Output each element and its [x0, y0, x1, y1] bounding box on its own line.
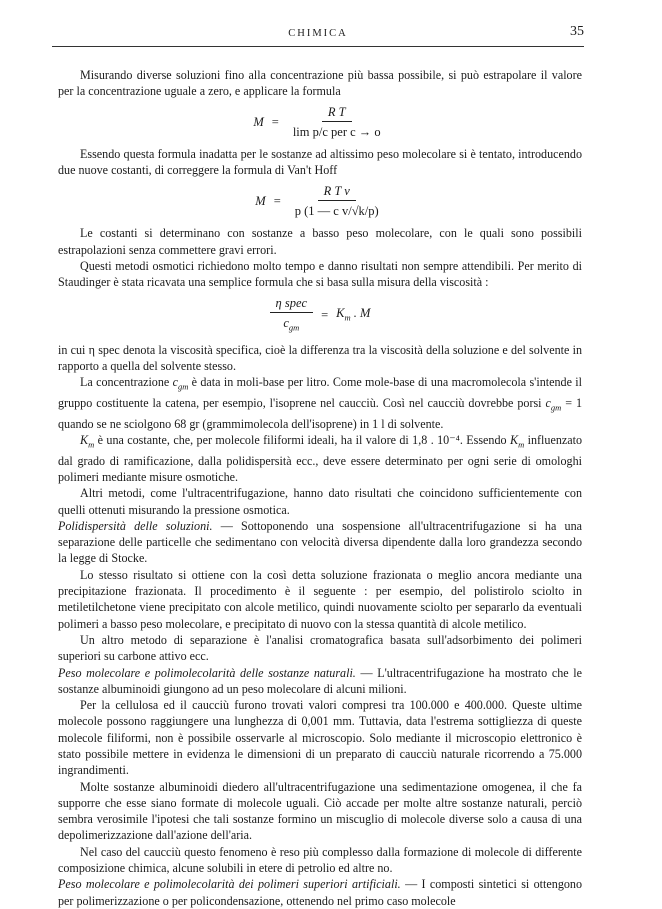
- symbol-km-subscript: m: [518, 439, 525, 450]
- formula-fraction: [287, 104, 387, 141]
- formula-denominator: [277, 313, 305, 336]
- section-heading: Peso molecolare e polimolecolarità delle sostanze naturali.: [58, 665, 356, 680]
- formula-numerator: R T v: [318, 183, 356, 201]
- paragraph: [58, 876, 582, 909]
- paragraph: Molte sostanze albuminoidi diedero all'ultracentrifugazione una sedimentazione omogenea, il che fa supporre che esse siano formate di molecole uguali. Ciò accade per molte altre sostanze naturali, perciò sembra verosimile l'ipotesi che tali sostanze formino un miscuglio di molecole diverse solo a causa di una depolimerizzazione dall'azione dell'aria.: [58, 779, 582, 843]
- formula-equals: =: [271, 114, 279, 129]
- formula-lhs: M: [255, 193, 266, 208]
- formula-limit: [58, 104, 582, 141]
- formula-lhs: M: [253, 114, 264, 129]
- symbol-cgm: c: [172, 375, 178, 390]
- paragraph: Essendo questa formula inadatta per le sostanze ad altissimo peso molecolare si è tentato, introducendo due nuove costanti, di correggere la formula di Van't Hoff: [58, 147, 582, 178]
- formula-rhs: [336, 305, 370, 326]
- formula-den-symbol: c: [283, 315, 289, 330]
- paragraph: Misurando diverse soluzioni fino alla concentrazione più bassa possibile, si può estrapolare il valore per la concentrazione uguale a zero, e applicare la formula: [58, 68, 582, 99]
- paragraph: in cui η spec denota la viscosità specifica, cioè la differenza tra la viscosità della soluzione e del solvente in rapporto a quella del solvente stesso.: [58, 342, 582, 373]
- formula-equals: =: [321, 307, 329, 322]
- text-run: influenzato dal grado di ramificazione, dalla polidispersità ecc., deve essere determinato per ogni serie di omologhi polimeri mediante misure osmotiche.: [58, 432, 583, 484]
- paragraph: [58, 432, 582, 485]
- running-title: CHIMICA: [288, 28, 348, 39]
- formula-rhs-subscript: m: [344, 312, 351, 323]
- formula-fraction: [289, 183, 385, 220]
- formula-staudinger: [58, 295, 582, 336]
- text-run: — I composti sintetici si ottengono per polimerizzazione o per policondensazione, ottenendo nel primo caso molecole: [58, 877, 583, 908]
- section-heading: Polidispersità delle soluzioni.: [58, 518, 213, 533]
- paragraph: [58, 518, 582, 567]
- text-run: — L'ultracentrifugazione ha mostrato che le sostanze albuminoidi giungono ad un peso molecolare di alcuni milioni.: [58, 665, 582, 696]
- formula-numerator: R T: [322, 104, 352, 122]
- paragraph: Nel caso del caucciù questo fenomeno è reso più complesso dalla formazione di molecole di differente composizione chimica, alcune solubili in etere di petrolio ed altre no.: [58, 844, 582, 876]
- text-run: = 1 quando se ne sciolgono 68 gr (grammimolecola dell'isoprene) in 1 l di solvente.: [58, 395, 582, 431]
- symbol-cgm-subscript: gm: [177, 381, 189, 392]
- formula-den-subscript: gm: [288, 322, 300, 333]
- running-header: [52, 22, 584, 46]
- paragraph: Un altro metodo di separazione è l'analisi cromatografica basata sull'adsorbimento dei polimeri superiori su carbone attivo ecc.: [58, 632, 582, 664]
- paragraph: Per la cellulosa ed il caucciù furono trovati valori compresi tra 100.000 e 400.000. Queste ultime molecole possono raggiungere una lunghezza di 0,001 mm. Tuttavia, data l'estrema sottigliezza di queste molecole filiformi, non è possibile osservarle al microscopio. Solo mediante il microscopio elettronico è stato possibile mettere in evidenza le dimensioni di un preparato di caucciù naturale ricorrendo a 75.000 ingrandimenti.: [58, 698, 582, 778]
- page-body: [58, 67, 582, 909]
- paragraph: Altri metodi, come l'ultracentrifugazione, hanno dato risultati che coincidono sufficientemente con quelli ottenuti misurando la pressione osmotica.: [58, 486, 582, 517]
- formula-denominator: p (1 — c v/√k/p): [294, 204, 379, 219]
- paragraph: [58, 374, 582, 432]
- formula-rhs-tail: . M: [350, 305, 371, 320]
- text-run: — Sottoponendo una sospensione all'ultracentrifugazione si ha una separazione delle particelle che sedimentano con velocità diversa dipendente dalla loro grandezza secondo la legge di Stocke.: [58, 518, 582, 566]
- formula-denominator: lim p/c per c → o: [292, 124, 381, 139]
- paragraph: Le costanti si determinano con sostanze a basso peso molecolare, con le quali sono possibili estrapolazioni senza commettere gravi errori.: [58, 226, 582, 257]
- symbol-cgm: c: [545, 395, 551, 410]
- text-run: è una costante, che, per molecole filiformi ideali, ha il valore di 1,8 . 10⁻⁴. Essendo: [94, 432, 510, 447]
- text-run: è data in moli-base per litro. Come mole-base di una macromolecola s'intende il gruppo costituente la catena, per esempio, l'isoprene nel caucciù. Così nel caucciù dovrebbe porsi: [58, 375, 582, 410]
- symbol-km: K: [509, 432, 519, 447]
- formula-rhs-symbol: K: [336, 305, 345, 320]
- paragraph: Lo stesso risultato si ottiene con la così detta soluzione frazionata o meglio ancora mediante una precipitazione frazionata. Il procedimento è il seguente : per esempio, del polistirolo sciolto in metiletilchetone viene precipitato con alcole metilico, quindi nuovamente sciolto per separarlo da eventuali polimeri a basso peso molecolare, e precipitato di nuovo con la stessa quantità di alcole metilico.: [58, 567, 582, 631]
- page-number: 35: [570, 24, 584, 39]
- symbol-cgm-subscript: gm: [550, 402, 562, 413]
- text-run: La concentrazione: [80, 375, 173, 390]
- formula-vant-hoff: [58, 183, 582, 220]
- formula-equals: =: [273, 193, 281, 208]
- paragraph: [58, 665, 582, 698]
- header-rule: [52, 46, 584, 47]
- paragraph: Questi metodi osmotici richiedono molto tempo e danno risultati non sempre attendibili. Per merito di Staudinger è stata ricavata una semplice formula che si basa sulla misura della viscosità :: [58, 258, 582, 290]
- formula-fraction: [270, 295, 314, 336]
- symbol-km-subscript: m: [88, 439, 95, 450]
- section-heading: Peso molecolare e polimolecolarità dei polimeri superiori artificiali.: [58, 877, 401, 892]
- formula-numerator: η spec: [270, 295, 314, 313]
- symbol-km: K: [80, 432, 89, 447]
